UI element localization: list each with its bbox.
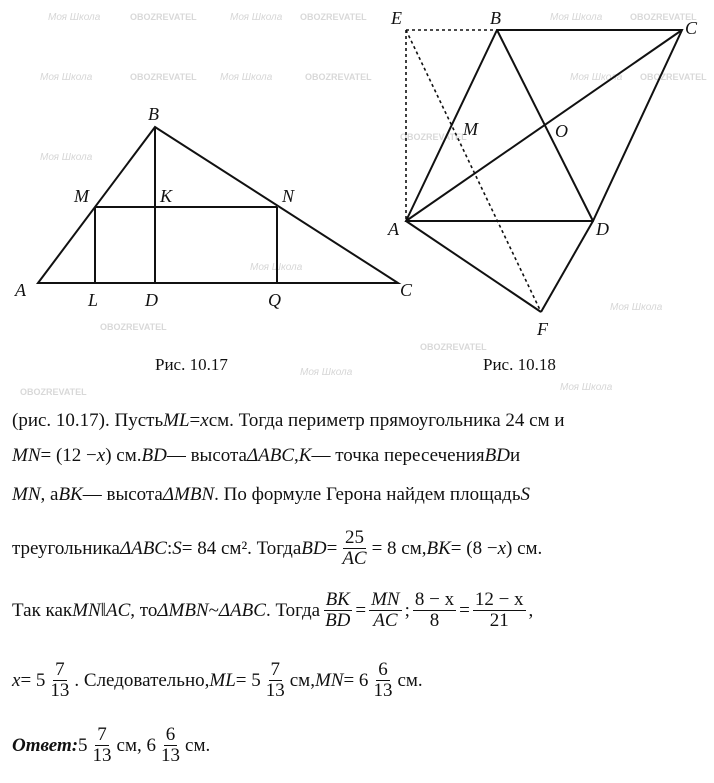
fraction	[159, 725, 182, 766]
vertex-label: B	[148, 104, 159, 124]
math-var: x	[96, 445, 106, 466]
text-segment: треугольника	[12, 537, 120, 559]
math-var: x	[200, 410, 209, 431]
watermark-text: Моя Школа	[48, 12, 101, 23]
text-segment: ) см.	[105, 445, 142, 466]
triangle-abc	[38, 127, 398, 283]
text-segment: см.	[185, 734, 211, 756]
text-segment: см, 6	[116, 734, 157, 756]
math-var: BK	[58, 484, 83, 505]
text-segment: , а	[40, 484, 59, 505]
math-var: S	[172, 537, 182, 559]
math-var: x	[497, 537, 506, 559]
fraction-numerator: 12 − x	[474, 589, 524, 610]
watermark-text: OBOZREVATEL	[420, 342, 487, 352]
watermark-text: Моя Школа	[560, 382, 613, 393]
fraction-numerator: 7	[55, 659, 65, 680]
text-segment: . Следовательно,	[74, 669, 210, 691]
vertex-label: B	[490, 8, 501, 28]
text-segment: = 5	[235, 669, 261, 691]
fraction	[264, 660, 287, 701]
text-segment: . По формуле Герона найдем площадь	[214, 484, 521, 505]
text-segment: = 84 см². Тогда	[181, 537, 302, 559]
text-segment: =	[326, 537, 338, 559]
fraction-denominator: AC	[342, 548, 367, 569]
math-var: x	[12, 669, 21, 691]
math-var: ΔMBN	[157, 599, 209, 621]
dashed-ef	[406, 30, 541, 312]
vertex-label: C	[400, 280, 413, 300]
fraction	[48, 660, 71, 701]
watermark-text: Моя Школа	[250, 262, 303, 273]
text-segment: = 8 см,	[371, 537, 427, 559]
fraction-numerator: BK	[325, 589, 350, 610]
fraction	[371, 660, 394, 701]
diagonal-bd	[497, 30, 593, 221]
fraction	[473, 590, 526, 631]
vertex-label: L	[88, 290, 99, 310]
text-line-7-answer	[12, 725, 210, 766]
math-var: MN	[72, 599, 101, 621]
text-line-2	[12, 445, 520, 467]
math-var: AC	[106, 599, 131, 621]
vertex-label: A	[388, 219, 399, 239]
text-segment: . Тогда	[265, 599, 321, 621]
watermark-text: OBOZREVATEL	[130, 72, 197, 82]
text-line-6	[12, 660, 423, 701]
fraction-denominator: BD	[325, 610, 351, 631]
segment-af	[406, 221, 541, 312]
vertex-label: D	[596, 219, 609, 239]
fraction	[413, 590, 456, 631]
figure-10-17-labels	[14, 104, 413, 374]
fraction-denominator: 13	[373, 680, 393, 701]
figure-10-18-dashed	[406, 30, 541, 312]
fraction-denominator: 13	[92, 745, 112, 766]
math-var: ML	[209, 669, 236, 691]
watermark-text: Моя Школа	[570, 72, 623, 83]
math-var: MN	[314, 669, 344, 691]
math-var: BK	[426, 537, 451, 559]
text-segment: :	[166, 537, 173, 559]
fraction-denominator: 21	[489, 610, 509, 631]
text-segment: — точка пересечения	[311, 445, 485, 466]
math-var: K	[298, 445, 312, 466]
watermark-text: OBOZREVATEL	[400, 132, 467, 142]
fraction-numerator: 8 − x	[414, 589, 455, 610]
fraction-numerator: MN	[371, 589, 400, 610]
watermark-text: OBOZREVATEL	[640, 72, 707, 82]
vertex-label: D	[145, 290, 158, 310]
watermark-text: OBOZREVATEL	[305, 72, 372, 82]
figure-caption: Рис. 10.17	[155, 355, 228, 374]
vertex-label: O	[555, 121, 568, 141]
figure-10-17	[38, 127, 398, 283]
watermark-text: OBOZREVATEL	[20, 387, 87, 397]
fraction-numerator: 6	[165, 724, 176, 745]
text-line-3	[12, 484, 530, 506]
math-var: ML	[163, 410, 190, 431]
text-line-4	[12, 528, 542, 569]
text-segment: ;	[404, 599, 410, 621]
text-segment: — высота	[82, 484, 163, 505]
fraction-denominator: 8	[429, 610, 440, 631]
fraction	[323, 590, 352, 631]
text-line-1	[12, 410, 565, 432]
math-var: MN	[12, 484, 41, 505]
fraction	[91, 725, 114, 766]
watermark-layer	[20, 12, 707, 397]
math-var: BD	[301, 537, 327, 559]
watermark-text: Моя Школа	[230, 12, 283, 23]
text-segment: и	[509, 445, 521, 466]
fraction-numerator: 7	[97, 724, 107, 745]
text-segment: = (12 −	[40, 445, 97, 466]
math-var: ΔABC	[119, 537, 167, 559]
math-var: BD	[141, 445, 167, 466]
fraction-numerator: 6	[378, 659, 388, 680]
math-var: ΔMBN	[162, 484, 215, 505]
watermark-text: Моя Школа	[40, 72, 93, 83]
figure-caption: Рис. 10.18	[483, 355, 556, 374]
vertex-label: C	[685, 18, 698, 38]
text-segment: Так как	[12, 599, 73, 621]
watermark-text: OBOZREVATEL	[300, 12, 367, 22]
text-segment: , то	[130, 599, 158, 621]
watermark-text: Моя Школа	[40, 152, 93, 163]
vertex-label: F	[537, 319, 548, 339]
watermark-text: Моя Школа	[220, 72, 273, 83]
fraction-denominator: 13	[50, 680, 70, 701]
watermark-text: Моя Школа	[610, 302, 663, 313]
text-segment: 5	[78, 734, 88, 756]
text-segment: ‖	[100, 599, 106, 621]
vertex-label: Q	[268, 290, 281, 310]
text-segment: см,	[289, 669, 315, 691]
text-segment: — высота	[166, 445, 247, 466]
text-segment: = 5	[20, 669, 46, 691]
vertex-label: N	[282, 186, 295, 206]
math-var: ΔABC	[218, 599, 266, 621]
text-segment: =	[355, 599, 367, 621]
segment-df	[541, 221, 593, 312]
fraction	[369, 590, 402, 631]
text-segment: ~	[208, 599, 219, 621]
text-segment: ,	[528, 599, 534, 621]
text-segment: (рис. 10.17). Пусть	[12, 410, 164, 431]
vertex-label: K	[160, 186, 173, 206]
text-segment: ,	[294, 445, 299, 466]
vertex-label: E	[391, 8, 402, 28]
figure-10-18-labels	[387, 8, 698, 374]
math-var: ΔABC	[246, 445, 295, 466]
math-var: MN	[12, 445, 41, 466]
text-segment: =	[459, 599, 470, 621]
watermark-text: OBOZREVATEL	[100, 322, 167, 332]
fraction-denominator: AC	[373, 610, 398, 631]
vertex-label: A	[15, 280, 26, 300]
text-segment: см.	[397, 669, 423, 691]
vertex-label: M	[463, 119, 478, 139]
watermark-text: Моя Школа	[550, 12, 603, 23]
text-segment: = 6	[343, 669, 369, 691]
watermark-text: OBOZREVATEL	[130, 12, 197, 22]
text-segment: см. Тогда периметр прямоугольника 24 см и	[208, 410, 565, 431]
fraction-numerator: 7	[270, 659, 280, 680]
math-var: BD	[484, 445, 510, 466]
text-line-5	[12, 590, 533, 631]
fraction-denominator: 13	[265, 680, 285, 701]
answer-heading: Ответ:	[12, 734, 79, 756]
math-var: S	[520, 484, 530, 505]
fraction	[340, 528, 368, 569]
text-segment: ) см.	[506, 537, 543, 559]
watermark-text: OBOZREVATEL	[630, 12, 697, 22]
vertex-label: M	[74, 186, 89, 206]
watermark-text: Моя Школа	[300, 367, 353, 378]
fraction-numerator: 25	[344, 527, 364, 548]
text-segment: =	[189, 410, 201, 431]
fraction-denominator: 13	[161, 745, 181, 766]
text-segment: = (8 −	[450, 537, 498, 559]
